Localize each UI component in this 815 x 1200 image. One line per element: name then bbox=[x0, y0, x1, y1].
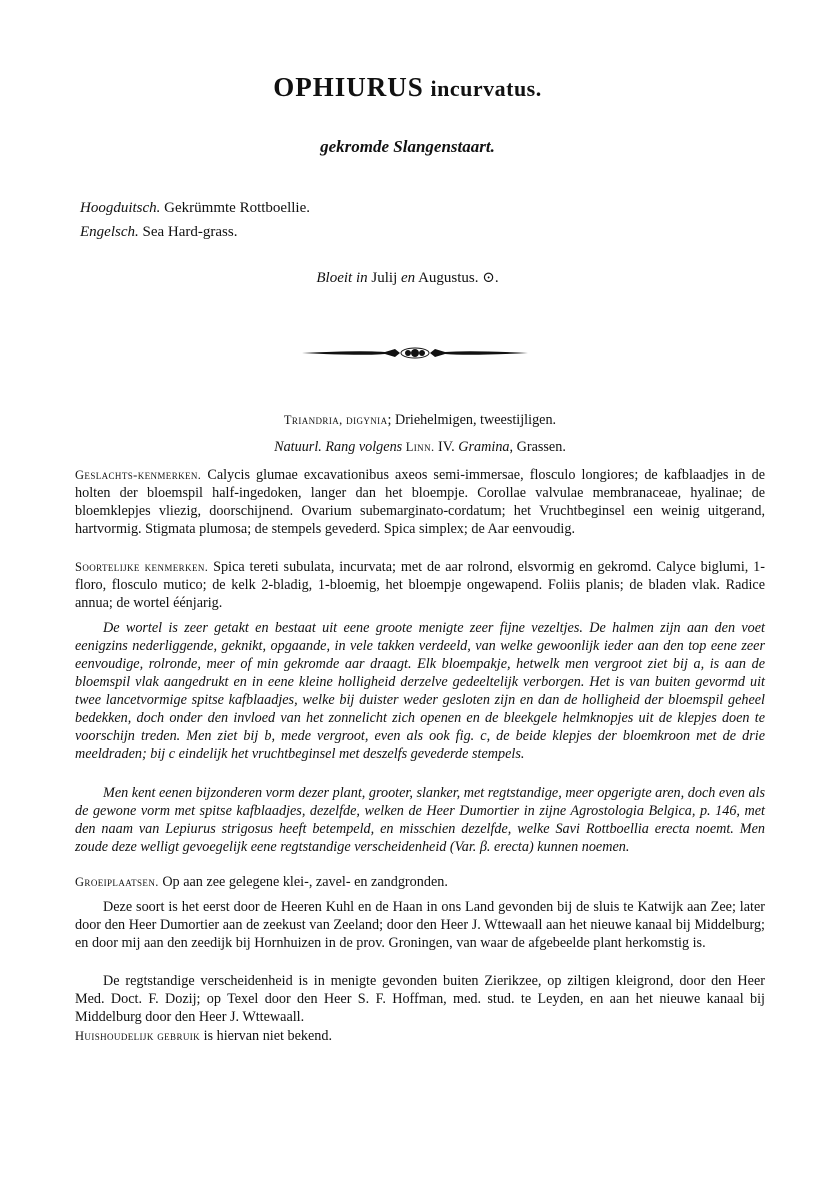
habitat-details: De regtstandige verscheidenheid is in menigte gevonden buiten Zierikzee, op ziltigen kleigrond, door den Heer Med. Doct. F. Dozij; op Texel door den Heer S. F. Hoffman, med. stud. te Leyden, en aan het nieuwe kanaal bij Middelburg door den Heer J. Wttewaall. bbox=[75, 973, 765, 1025]
classification-line bbox=[75, 411, 765, 429]
species-text: Spica tereti subulata, incurvata; met de aar rolrond, elsvormig en gekromd. Calyce biglumi, 1-floro, flosculo mutico; de kelk 2-bladig, 1-bloemig, het bloempje ongewapend. Foliis planis; de bladen vlak. Radice annua; de wortel éénjarig. bbox=[75, 559, 765, 611]
natural-rank-label: Natuurl. Rang volgens bbox=[274, 439, 403, 455]
system-dutch: ; Driehelmigen, tweestijligen. bbox=[387, 412, 557, 428]
description-paragraph-1 bbox=[75, 619, 765, 763]
page-title bbox=[0, 72, 815, 103]
section-heading: Geslachts-kenmerken. bbox=[75, 468, 202, 482]
usage-text: is hiervan niet bekend. bbox=[203, 1028, 333, 1044]
habitat-section bbox=[75, 873, 765, 891]
description-text: De wortel is zeer getakt en bestaat uit eene groote menigte zeer fijne vezeltjes. De halmen zijn aan den voet eenigzins nederliggende, geknikt, opgaande, in vele takken verdeeld, van welke gewoonlijk ieder aan den top eene zeer eenvoudige, rolronde, meer of min gekromde aar draagt. Elk bloempakje, hetwelk men vergroot ziet bij a, is aan de bloemspil vlak aangedrukt en in eene kleine holligheid derzelve gedeeltelijk verborgen. Het is van buiten gevormd uit twee lancetvormige spitse kafblaadjes, welke bij duister weder gesloten zijn en dan de holligheid der bloemspil geheel bedekken, doch onder den invloed van het zonnelicht zich openen en de bleekgele helmknopjes uit de klepjes doen te voorschijn treden. Men ziet bij b, mede vergroot, even als ook fig. c, de beide klepjes der bloemkroon met de drie meeldraden; bij c eindelijk het vruchtbeginsel met deszelfs gevederde stempels. bbox=[75, 620, 765, 762]
rank-number: IV. bbox=[438, 439, 455, 455]
family-latin: Gramina bbox=[458, 439, 510, 455]
language-label: Engelsch. bbox=[80, 224, 139, 240]
vernacular-name: Sea Hard-grass. bbox=[142, 224, 238, 240]
species-characteristics bbox=[75, 558, 765, 612]
linn-abbrev: Linn. bbox=[405, 440, 435, 454]
section-heading: Groeiplaatsen. bbox=[75, 875, 159, 889]
section-heading: Huishoudelijk gebruik bbox=[75, 1029, 201, 1043]
dutch-name: gekromde Slangenstaart. bbox=[320, 137, 495, 156]
genus-text: Calycis glumae excavationibus axeos semi-immersae, flosculo longiores; de kafblaadjes in de holten der bloemspil half-ingedoken, langer dan het bloempje. Corollae valvulae membranaceae, hyalinae; de bloemklepjes vliezig, doorschijnend. Ovarium subemarginato-cordatum; het Vruchtbeginsel een weinig uitgerand, hartvormig. Stigmata plumosa; de stempels gevederd. Spica simplex; de Aar eenvoudig. bbox=[75, 467, 765, 537]
vernacular-german bbox=[80, 196, 310, 220]
bloom-month: Julij bbox=[371, 270, 398, 286]
bloom-month2: Augustus. bbox=[418, 270, 479, 286]
habitat-details: Deze soort is het eerst door de Heeren Kuhl en de Haan in ons Land gevonden bij de sluis te Katwijk aan Zee; later door den Heer Dumortier aan de zeekust van Zeeland; door den Heer J. Wttewaall aan het nieuwe kanaal bij Middelburg; en door mij aan den zeedijk bij Hornhuizen in de prov. Groningen, van waar de afgebeelde plant herkomstig is. bbox=[75, 899, 765, 951]
family-dutch: , Grassen. bbox=[509, 439, 566, 455]
vernacular-name: Gekrümmte Rottboellie. bbox=[164, 200, 310, 216]
linnaean-system: Triandria, digynia bbox=[283, 413, 388, 427]
genus-name: OPHIURUS bbox=[273, 72, 424, 102]
genus-characteristics bbox=[75, 466, 765, 538]
flowering-time bbox=[0, 268, 815, 287]
habitat-paragraph-1 bbox=[75, 898, 765, 952]
usage-section bbox=[75, 1027, 765, 1045]
annual-symbol: ⊙. bbox=[482, 270, 499, 286]
habitat-text: Op aan zee gelegene klei-, zavel- en zandgronden. bbox=[162, 874, 448, 890]
habitat-paragraph-2 bbox=[75, 972, 765, 1026]
language-label: Hoogduitsch. bbox=[80, 200, 161, 216]
section-heading: Soortelijke kenmerken. bbox=[75, 560, 209, 574]
description-text: Men kent eenen bijzonderen vorm dezer plant, grooter, slanker, met regtstandige, meer opgerigte aren, doch even als de gewone vorm met spitse kafblaadjes, dezelfde, welken de Heer Dumortier in zijne Agrostologia Belgica, p. 146, met den naam van Lepiurus strigosus heeft betempeld, en misschien dezelfde, welke Savi Rottboellia erecta noemt. Men zoude deze welligt gevoegelijk eene regtstandige verscheidenheid (Var. β. erecta) kunnen noemen. bbox=[75, 785, 765, 855]
ornament-divider bbox=[300, 343, 530, 363]
description-paragraph-2 bbox=[75, 784, 765, 856]
species-name: incurvatus. bbox=[430, 76, 542, 101]
natural-rank-line bbox=[75, 438, 765, 456]
bloom-label: Bloeit in bbox=[316, 270, 368, 286]
bloom-conj: en bbox=[400, 270, 416, 286]
vernacular-names bbox=[80, 196, 310, 244]
vernacular-english bbox=[80, 220, 310, 244]
